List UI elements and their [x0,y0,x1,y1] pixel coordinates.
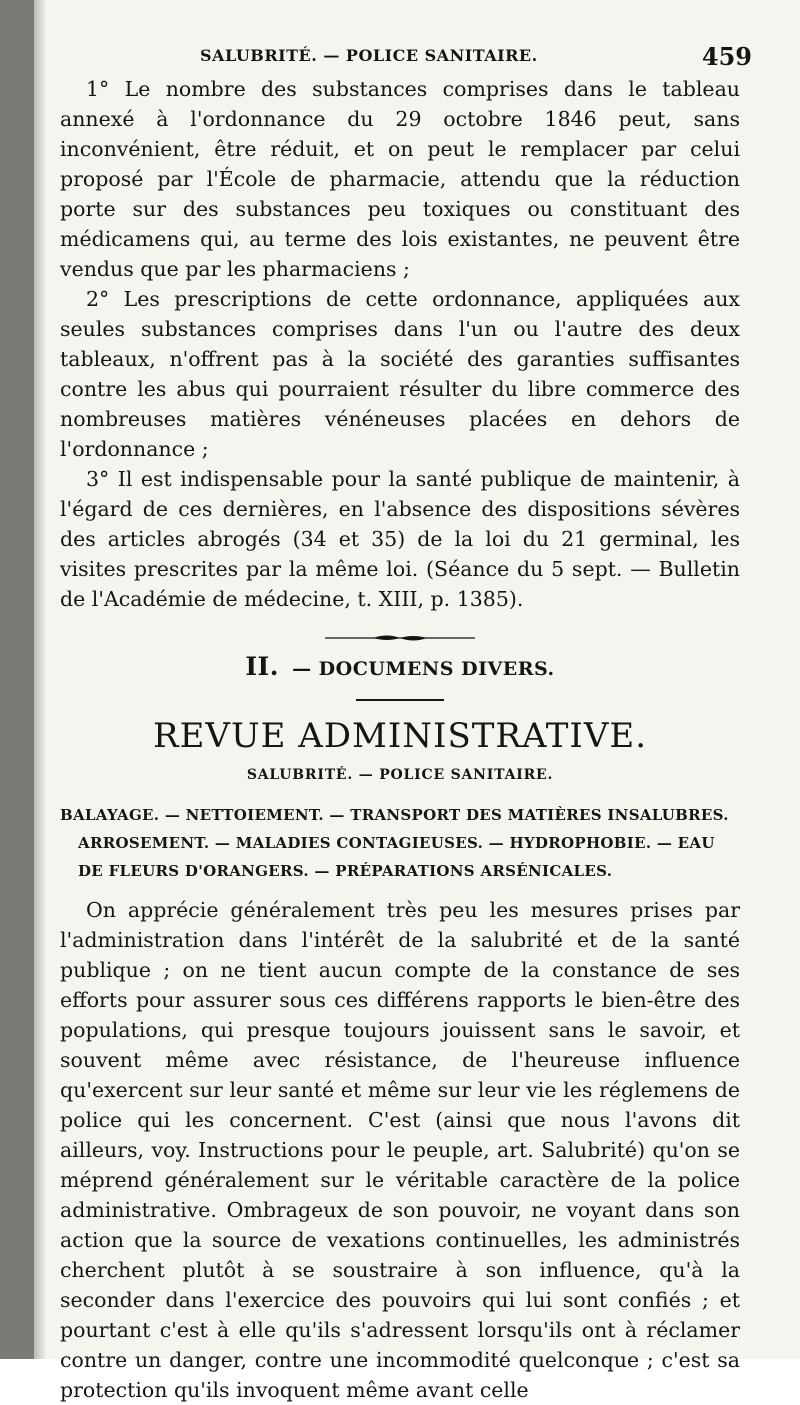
scan-margin-gradient [34,0,46,1359]
section-heading [60,652,740,681]
topics-line-2: ARROSEMENT. — MALADIES CONTAGIEUSES. — HYDROPHOBIE. — EAU DE FLEURS D'ORANGERS. — PRÉPARATIONS ARSÉNICALES. [78,834,715,880]
running-head [60,40,752,74]
section-title: — DOCUMENS DIVERS. [292,658,555,680]
page-content [60,40,752,1405]
paragraph-1: 1° Le nombre des substances comprises dans le tableau annexé à l'ordonnance du 29 octobre 1846 peut, sans inconvénient, être réduit, et on peut le remplacer par celui proposé par l'École de pharmacie, attendu que la réduction porte sur des substances peu toxiques ou constituant des médicamens qui, au terme des lois existantes, ne peuvent être vendus que par les pharmaciens ; [60,77,740,281]
heading-rule [356,699,444,701]
scan-margin-shadow [0,0,34,1359]
paragraph-3: 3° Il est indispensable pour la santé publique de maintenir, à l'égard de ces dernières, en l'absence des dispositions sévères des articles abrogés (34 et 35) de la loi du 21 germinal, les visites prescrites par la même loi. (Séance du 5 sept. — Bulletin de l'Académie de médecine, t. XIII, p. 1385). [60,467,740,611]
paragraph-2: 2° Les prescriptions de cette ordonnance, appliquées aux seules substances comprises dans l'un ou l'autre des deux tableaux, n'offrent pas à la société des garanties suffisantes contre les abus qui pourraient résulter du libre commerce des nombreuses matières vénéneuses placées en dehors de l'ordonnance ; [60,287,740,461]
page-number: 459 [701,42,752,71]
article-title: REVUE ADMINISTRATIVE. [152,716,648,756]
topics-line-1: BALAYAGE. — NETTOIEMENT. — TRANSPORT DES MATIÈRES INSALUBRES. [60,806,729,824]
article-body [60,895,740,1405]
ornamental-separator [325,632,475,644]
running-head-title: SALUBRITÉ. — POLICE SANITAIRE. [200,46,538,65]
article-subtitle: SALUBRITÉ. — POLICE SANITAIRE. [246,767,554,783]
article-topics [60,801,740,885]
article-body-paragraph: On apprécie généralement très peu les mesures prises par l'administration dans l'intérêt de la salubrité et de la santé publique ; on ne tient aucun compte de la constance de ses efforts pour assurer sous ces différens rapports le bien-être des populations, qui presque toujours jouissent sans le savoir, et souvent même avec résistance, de l'heureuse influence qu'exercent sur leur santé et même sur leur vie les réglemens de police qui les concernent. C'est (ainsi que nous l'avons dit ailleurs, voy. Instructions pour le peuple, art. Salubrité) qu'on se méprend généralement sur le véritable caractère de la police administrative. Ombrageux de son pouvoir, ne voyant dans son action que la source de vexations continuelles, les administrés cherchent plutôt à se soustraire à son influence, qu'à la seconder dans l'exercice des pouvoirs qui lui sont confiés ; et pourtant c'est à elle qu'ils s'adressent lorsqu'ils ont à réclamer contre un danger, contre une incommodité quelconque ; c'est sa protection qu'ils invoquent même avant celle [60,898,740,1402]
section-numeral: II. [245,652,279,681]
